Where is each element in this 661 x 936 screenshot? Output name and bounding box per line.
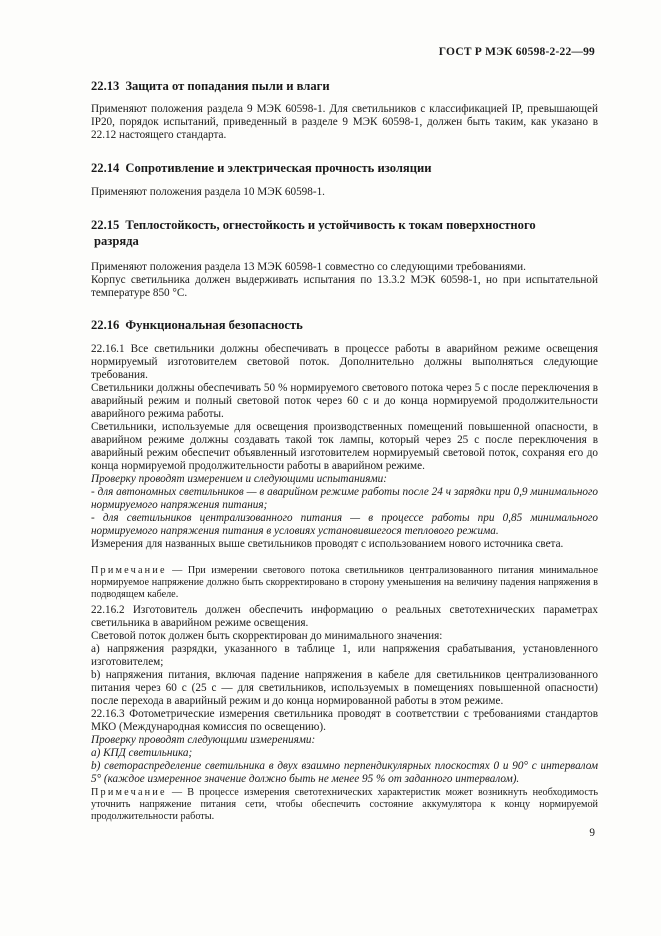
- note-block: [91, 565, 598, 601]
- section-number: 22.14: [91, 161, 120, 175]
- paragraph-22-16-2: 22.16.2 Изготовитель должен обеспечить информацию о реальных светотехнических параметрах светильника в аварийном режиме освещения.: [91, 604, 598, 629]
- paragraph: Измерения для названных выше светильников проводят с использованием нового источника света.: [91, 538, 564, 550]
- section-title: Функциональная безопасность: [125, 318, 303, 332]
- section-heading-22-14: [91, 160, 598, 176]
- note-block: [91, 787, 598, 823]
- section-number: 22.13: [91, 79, 120, 93]
- paragraph-text: Применяют положения раздела 9 МЭК 60598-1. Для светильников с классификацией IP, превышающей IP20, порядок испытаний, приведенный в разделе 9 МЭК 60598-1, должен быть таким, как указано в 22.12 настоящего стандарта.: [91, 103, 598, 141]
- section-title-continued: разряда: [94, 234, 139, 248]
- note-text: — При измерении светового потока светильников централизованного питания минимальное нормируемое напряжение должно быть скорректировано в сторону уменьшения на величину падения напряжения в подводящем кабеле.: [91, 565, 598, 600]
- paragraph: Применяют положения раздела 13 МЭК 60598-1 совместно со следующими требованиями.: [91, 261, 526, 273]
- section-heading-22-16: [91, 317, 598, 333]
- list-item-italic: а) КПД светильника;: [91, 747, 193, 759]
- list-item-italic: - для светильников централизованного питания — в процессе работы при 0,85 минимального нормируемого напряжения питания в условиях установившегося теплового режима.: [91, 512, 598, 537]
- paragraph: Корпус светильника должен выдерживать испытания по 13.3.2 МЭК 60598-1, но при испытательной температуре 850 °С.: [91, 274, 598, 299]
- section-title: Сопротивление и электрическая прочность изоляции: [125, 161, 432, 175]
- paragraph-22-16-3: 22.16.3 Фотометрические измерения светильника проводят в соответствии с требованиями стандартов МКО (Международная комиссия по освещению).: [91, 708, 598, 733]
- paragraph-22-16-1: 22.16.1 Все светильники должны обеспечивать в процессе работы в аварийном режиме освещения нормируемый изготовителем световой поток. Дополнительно должны выполняться следующие требования.: [91, 343, 598, 381]
- page-number: 9: [589, 827, 595, 839]
- note-label: Примечание: [91, 787, 167, 798]
- paragraph: Светильники, используемые для освещения производственных помещений повышенной опасности, в аварийном режиме должны создавать такой ток лампы, который через 25 с после переключения в аварийный режим обеспечит объявленный изготовителем нормируемый световой поток, сохраняя его до конца нормируемой продолжительности работы в аварийном режиме.: [91, 421, 598, 472]
- paragraph-italic: Проверку проводят измерением и следующими испытаниями:: [91, 473, 387, 485]
- section-heading-22-13: [91, 78, 598, 94]
- list-item-italic: b) светораспределение светильника в двух взаимно перпендикулярных плоскостях 0 и 90° с интервалом 5° (каждое измеренное значение должно быть не менее 95 % от заданного интервалом).: [91, 760, 598, 785]
- section-title: Теплостойкость, огнестойкость и устойчивость к токам поверхностного: [125, 218, 536, 232]
- list-item: а) напряжения разрядки, указанного в таблице 1, или напряжения срабатывания, установленного изготовителем;: [91, 643, 598, 668]
- paragraph: [91, 103, 598, 142]
- running-header: ГОСТ Р МЭК 60598-2-22—99: [438, 46, 595, 58]
- section-heading-22-15: [91, 217, 598, 249]
- note-label: Примечание: [91, 565, 167, 576]
- section-number: 22.16: [91, 318, 120, 332]
- section-title: Защита от попадания пыли и влаги: [125, 79, 330, 93]
- paragraph-italic: Проверку проводят следующими измерениями:: [91, 734, 316, 746]
- paragraph: Световой поток должен быть скорректирован до минимального значения:: [91, 630, 443, 642]
- paragraph: Применяют положения раздела 10 МЭК 60598-1.: [91, 186, 325, 198]
- note-text: — В процессе измерения светотехнических характеристик может возникнуть необходимость уточнить напряжение питания сети, чтобы обеспечить состояние аккумулятора к концу нормируемой продолжительности работы.: [91, 787, 598, 822]
- list-item: b) напряжения питания, включая падение напряжения в кабеле для светильников централизованного питания через 60 с (25 с — для светильников, используемых в помещениях повышенной опасности) после перехода в аварийный режим и до конца нормированной работы в этом режиме.: [91, 669, 598, 707]
- list-item-italic: - для автономных светильников — в аварийном режиме работы после 24 ч зарядки при 0,9 минимального нормируемого напряжения питания;: [91, 486, 598, 511]
- section-number: 22.15: [91, 218, 120, 232]
- paragraph: Светильники должны обеспечивать 50 % нормируемого светового потока через 5 с после переключения в аварийный режим и полный световой поток через 60 с и до конца нормируемой продолжительности аварийного режима работы.: [91, 382, 598, 420]
